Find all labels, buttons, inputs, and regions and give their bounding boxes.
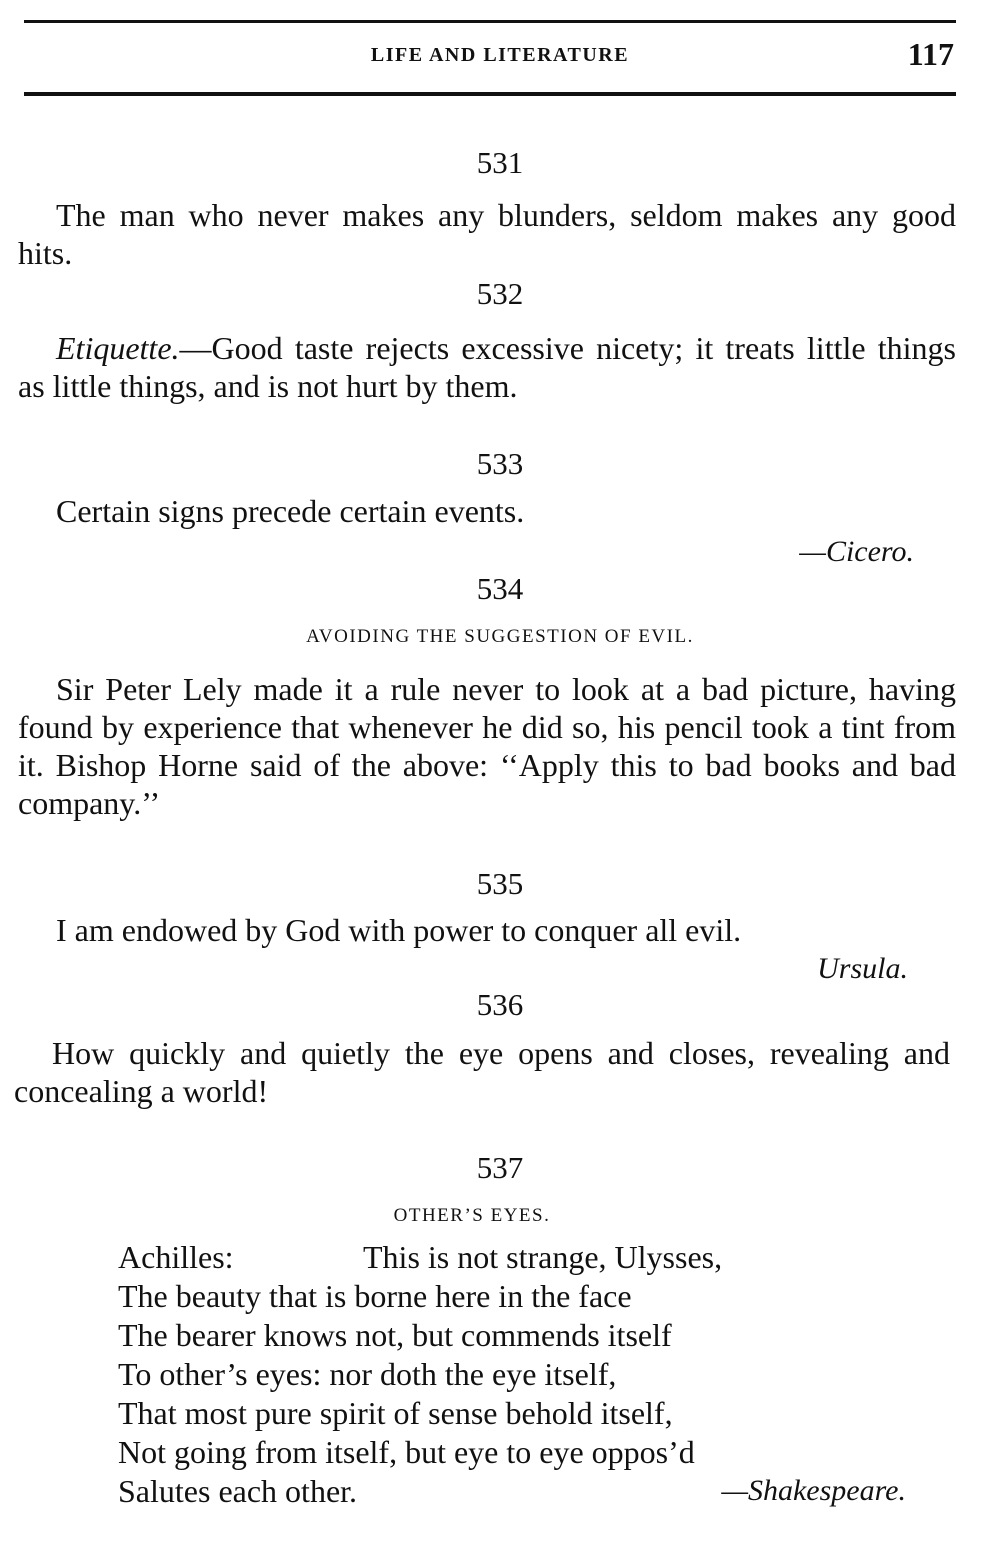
entry-number-534: 534 [476,571,524,606]
entry-text-533: Certain signs precede certain events. [56,493,525,529]
verse-line-6: Not going from itself, but eye to eye oppos’d [118,1434,695,1470]
entry-heading-534: AVOIDING THE SUGGESTION OF EVIL. [306,626,694,647]
entry-number-531: 531 [476,145,524,180]
entry-lead-532: Etiquette. [56,330,180,366]
entry-body-532: —Good taste rejects excessive nicety; it treats little things as little things, and is not hurt by them. [18,330,956,404]
entry-attribution-533: —Cicero. [799,535,914,568]
verse-speaker: Achilles: [118,1239,234,1275]
verse-block-537 [118,1238,722,1511]
running-title: LIFE AND LITERATURE [370,44,630,66]
entry-text-535: I am endowed by God with power to conquer all evil. [56,912,742,948]
verse-line-5: That most pure spirit of sense behold itself, [118,1395,673,1431]
entry-number-533: 533 [476,446,524,481]
header-top-rule [24,20,956,23]
entry-text-536: How quickly and quietly the eye opens and closes, revealing and concealing a world! [14,1035,950,1109]
entry-text-531: The man who never makes any blunders, seldom makes any good hits. [18,197,956,271]
page-number: 117 [907,36,954,72]
verse-line-3: The bearer knows not, but commends itself [118,1317,672,1353]
entry-number-535: 535 [476,866,524,901]
entry-attribution-537: —Shakespeare. [721,1474,906,1507]
verse-line-1 [118,1238,722,1277]
verse-line-2: The beauty that is borne here in the face [118,1278,632,1314]
entry-number-537: 537 [476,1150,524,1185]
entry-attribution-535: Ursula. [817,952,908,985]
entry-text-532 [18,329,956,405]
header-bottom-rule [24,92,956,96]
entry-number-536: 536 [476,987,524,1022]
verse-line-4: To other’s eyes: nor doth the eye itself, [118,1356,617,1392]
entry-number-532: 532 [476,276,524,311]
verse-line-text-1: This is not strange, Ulysses, [363,1239,723,1275]
entry-heading-537: OTHER’S EYES. [393,1205,551,1226]
entry-text-534: Sir Peter Lely made it a rule never to look at a bad picture, having found by experience that whenever he did so, his pencil took a tint from it. Bishop Horne said of the above: ‘‘Apply this to bad books and bad company.’’ [18,671,956,821]
verse-line-7: Salutes each other. [118,1473,358,1509]
